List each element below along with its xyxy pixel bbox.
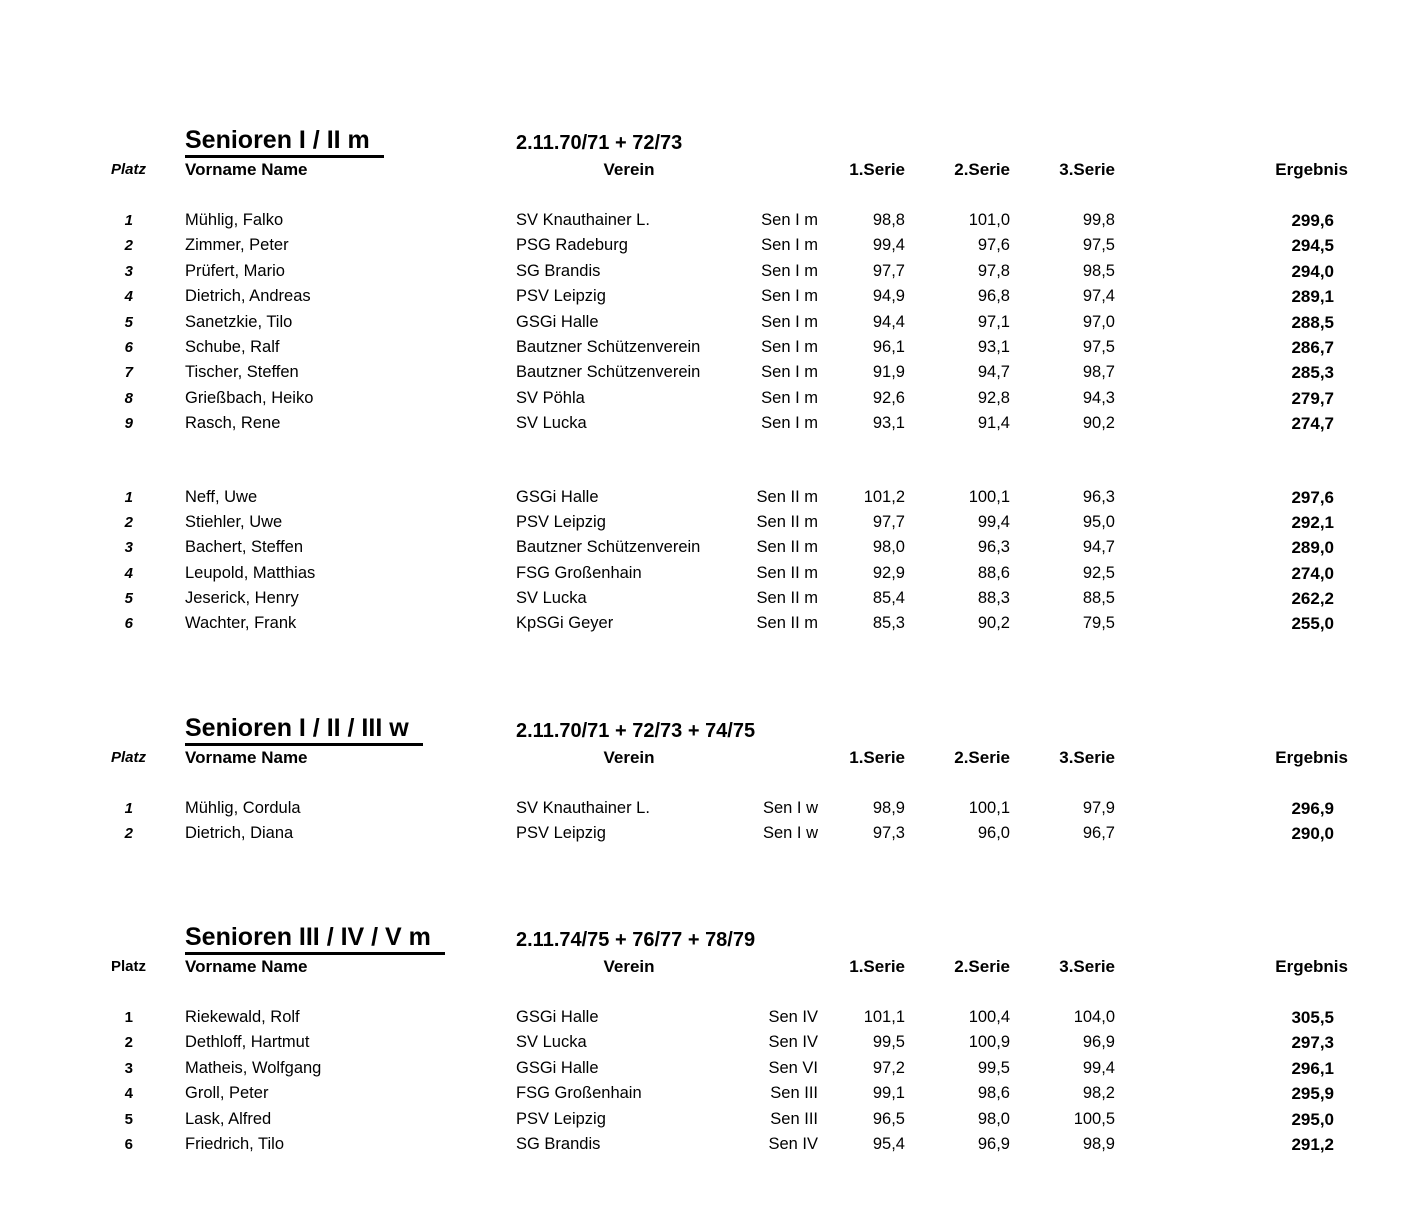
cell-ergebnis: 292,1: [1291, 512, 1334, 532]
cell-ergebnis: 295,9: [1291, 1084, 1334, 1104]
cell-klasse: Sen I m: [761, 388, 818, 407]
result-section: [0, 126, 1348, 634]
cell-serie2: 100,4: [968, 1008, 1010, 1026]
cell-platz: 4: [124, 288, 133, 306]
cell-ergebnis: 294,5: [1291, 236, 1334, 256]
cell-verein: GSGi Halle: [516, 1008, 599, 1026]
cell-serie2: 97,6: [977, 236, 1010, 255]
column-header-row: [0, 160, 1348, 180]
cell-verein: GSGi Halle: [516, 312, 599, 331]
cell-ergebnis: 299,6: [1291, 211, 1334, 230]
cell-serie2: 96,9: [977, 1134, 1010, 1153]
cell-serie2: 92,8: [977, 388, 1010, 407]
cell-serie2: 100,9: [968, 1033, 1010, 1052]
cell-serie3: 97,0: [1082, 312, 1115, 331]
cell-ergebnis: 279,7: [1291, 388, 1334, 408]
cell-klasse: Sen II m: [756, 589, 818, 608]
table-row: [0, 1030, 1348, 1055]
cell-serie1: 97,7: [872, 261, 905, 280]
result-block: [0, 208, 1348, 437]
column-header-platz: Platz: [110, 958, 146, 975]
cell-serie1: 93,1: [872, 414, 905, 433]
cell-klasse: Sen I m: [761, 211, 818, 229]
cell-serie3: 94,3: [1082, 388, 1115, 407]
cell-serie2: 101,0: [968, 211, 1010, 229]
cell-serie3: 98,5: [1082, 261, 1115, 280]
cell-klasse: Sen I m: [761, 414, 818, 433]
cell-name: Bachert, Steffen: [185, 538, 304, 557]
cell-platz: 2: [124, 825, 133, 843]
section-subtitle: 2.11.70/71 + 72/73 + 74/75: [516, 720, 756, 742]
cell-verein: SV Lucka: [516, 414, 587, 433]
cell-name: Dietrich, Andreas: [185, 287, 311, 306]
table-row: [0, 821, 1348, 846]
section-blocks: [0, 1005, 1348, 1157]
cell-serie3: 98,7: [1082, 363, 1115, 382]
column-header-klasse-spacer: [742, 160, 818, 180]
cell-serie2: 88,3: [977, 589, 1010, 608]
cell-ergebnis: 274,7: [1291, 414, 1334, 434]
cell-serie3: 97,9: [1082, 799, 1115, 817]
cell-ergebnis: 286,7: [1291, 337, 1334, 357]
cell-ergebnis: 305,5: [1291, 1008, 1334, 1027]
cell-serie1: 101,1: [863, 1008, 905, 1026]
cell-platz: 6: [124, 1135, 133, 1153]
cell-verein: PSV Leipzig: [516, 1109, 606, 1128]
table-row: [0, 611, 1348, 636]
section-header: [0, 128, 1348, 162]
column-header-name: Vorname Name: [185, 748, 308, 767]
table-row: [0, 335, 1348, 360]
cell-platz: 3: [124, 262, 133, 280]
cell-verein: PSV Leipzig: [516, 824, 606, 843]
cell-name: Prüfert, Mario: [185, 261, 285, 280]
cell-serie3: 97,4: [1082, 287, 1115, 306]
cell-klasse: Sen I m: [761, 261, 818, 280]
cell-verein: SV Pöhla: [516, 388, 585, 407]
cell-verein: GSGi Halle: [516, 487, 599, 506]
column-header-serie1: 1.Serie: [849, 957, 905, 976]
cell-name: Grießbach, Heiko: [185, 388, 314, 407]
cell-verein: PSG Radeburg: [516, 236, 628, 255]
cell-platz: 3: [124, 539, 133, 557]
cell-serie2: 97,1: [977, 312, 1010, 331]
cell-name: Tischer, Steffen: [185, 363, 299, 382]
cell-klasse: Sen I m: [761, 363, 818, 382]
cell-name: Friedrich, Tilo: [185, 1134, 285, 1153]
cell-serie3: 100,5: [1073, 1109, 1115, 1128]
cell-klasse: Sen I w: [762, 824, 818, 843]
column-header-serie1: 1.Serie: [849, 160, 905, 179]
cell-verein: PSV Leipzig: [516, 287, 606, 306]
cell-serie1: 98,9: [872, 799, 905, 817]
cell-ergebnis: 296,9: [1291, 799, 1334, 818]
cell-platz: 1: [124, 1009, 133, 1026]
result-section: [0, 714, 1348, 844]
cell-serie3: 96,7: [1082, 824, 1115, 843]
cell-klasse: Sen I m: [761, 287, 818, 306]
cell-klasse: Sen I m: [761, 337, 818, 356]
column-header-platz: Platz: [110, 161, 146, 178]
cell-serie3: 97,5: [1082, 236, 1115, 255]
cell-klasse: Sen II m: [756, 538, 818, 557]
cell-serie1: 99,1: [872, 1084, 905, 1103]
table-row: [0, 535, 1348, 560]
cell-verein: SG Brandis: [516, 261, 601, 280]
table-row: [0, 208, 1348, 233]
column-header-serie1: 1.Serie: [849, 748, 905, 767]
cell-serie1: 98,0: [872, 538, 905, 557]
section-blocks: [0, 796, 1348, 847]
cell-name: Leupold, Matthias: [185, 563, 316, 582]
cell-klasse: Sen III: [770, 1109, 818, 1128]
cell-ergebnis: 289,0: [1291, 538, 1334, 558]
cell-ergebnis: 288,5: [1291, 312, 1334, 332]
cell-serie2: 96,8: [977, 287, 1010, 306]
column-header-serie3: 3.Serie: [1059, 957, 1115, 976]
cell-name: Groll, Peter: [185, 1084, 269, 1103]
cell-klasse: Sen VI: [768, 1058, 818, 1077]
cell-serie1: 97,7: [872, 512, 905, 531]
table-row: [0, 510, 1348, 535]
cell-name: Neff, Uwe: [185, 487, 258, 506]
cell-platz: 5: [124, 1110, 133, 1128]
cell-ergebnis: 255,0: [1291, 614, 1334, 634]
cell-serie2: 96,0: [977, 824, 1010, 843]
cell-serie2: 91,4: [977, 414, 1010, 433]
cell-serie2: 99,4: [977, 512, 1010, 531]
cell-verein: GSGi Halle: [516, 1058, 599, 1077]
column-header-verein: Verein: [603, 748, 655, 767]
cell-verein: PSV Leipzig: [516, 512, 606, 531]
cell-serie1: 91,9: [872, 363, 905, 382]
table-row: [0, 259, 1348, 284]
cell-verein: FSG Großenhain: [516, 1084, 642, 1103]
cell-serie2: 97,8: [977, 261, 1010, 280]
column-header-klasse-spacer: [742, 957, 818, 977]
cell-platz: 2: [124, 1034, 133, 1052]
table-row: [0, 284, 1348, 309]
column-header-name: Vorname Name: [185, 160, 308, 179]
cell-serie3: 79,5: [1082, 614, 1115, 633]
column-header-verein: Verein: [603, 957, 655, 976]
cell-ergebnis: 291,2: [1291, 1134, 1334, 1154]
section-blocks: [0, 208, 1348, 637]
table-row: [0, 1132, 1348, 1157]
cell-name: Matheis, Wolfgang: [185, 1058, 322, 1077]
table-row: [0, 586, 1348, 611]
cell-serie1: 97,3: [872, 824, 905, 843]
cell-verein: FSG Großenhain: [516, 563, 642, 582]
column-header-platz: Platz: [110, 749, 146, 766]
column-header-serie3: 3.Serie: [1059, 748, 1115, 767]
cell-serie3: 104,0: [1073, 1008, 1115, 1026]
cell-klasse: Sen II m: [756, 487, 818, 506]
cell-serie3: 99,4: [1082, 1058, 1115, 1077]
cell-serie1: 99,4: [872, 236, 905, 255]
cell-serie3: 98,9: [1082, 1134, 1115, 1153]
cell-klasse: Sen I w: [762, 799, 818, 817]
cell-name: Sanetzkie, Tilo: [185, 312, 293, 331]
cell-serie1: 97,2: [872, 1058, 905, 1077]
table-row: [0, 796, 1348, 821]
cell-klasse: Sen I m: [761, 312, 818, 331]
cell-name: Wachter, Frank: [185, 614, 297, 633]
cell-klasse: Sen II m: [756, 563, 818, 582]
cell-verein: SV Knauthainer L.: [516, 211, 650, 229]
table-row: [0, 1005, 1348, 1030]
cell-ergebnis: 289,1: [1291, 287, 1334, 307]
cell-verein: Bautzner Schützenverein: [516, 337, 701, 356]
table-row: [0, 310, 1348, 335]
cell-verein: KpSGi Geyer: [516, 614, 614, 633]
cell-verein: SV Knauthainer L.: [516, 799, 650, 817]
result-block: [0, 485, 1348, 637]
cell-platz: 6: [124, 338, 133, 356]
cell-serie2: 99,5: [977, 1058, 1010, 1077]
cell-platz: 5: [124, 313, 133, 331]
column-header-name: Vorname Name: [185, 957, 308, 976]
section-subtitle: 2.11.70/71 + 72/73: [516, 132, 683, 154]
cell-platz: 4: [124, 564, 133, 582]
cell-name: Dietrich, Diana: [185, 824, 294, 843]
cell-platz: 9: [124, 415, 133, 433]
cell-name: Riekewald, Rolf: [185, 1008, 300, 1026]
table-row: [0, 1107, 1348, 1132]
cell-name: Stiehler, Uwe: [185, 512, 283, 531]
cell-serie1: 96,1: [872, 337, 905, 356]
result-section: [0, 923, 1348, 1154]
cell-klasse: Sen II m: [756, 512, 818, 531]
cell-serie3: 98,2: [1082, 1084, 1115, 1103]
column-header-row: [0, 957, 1348, 977]
section-title: Senioren III / IV / V m: [185, 923, 445, 955]
table-row: [0, 485, 1348, 510]
cell-serie3: 94,7: [1082, 538, 1115, 557]
cell-serie1: 99,5: [872, 1033, 905, 1052]
cell-klasse: Sen III: [770, 1084, 818, 1103]
cell-serie2: 93,1: [977, 337, 1010, 356]
table-row: [0, 233, 1348, 258]
result-block: [0, 796, 1348, 847]
section-subtitle: 2.11.74/75 + 76/77 + 78/79: [516, 929, 756, 951]
table-row: [0, 411, 1348, 436]
column-header-serie2: 2.Serie: [954, 160, 1010, 179]
cell-serie2: 98,0: [977, 1109, 1010, 1128]
table-row: [0, 386, 1348, 411]
cell-name: Zimmer, Peter: [185, 236, 289, 255]
column-header-klasse-spacer: [742, 748, 818, 768]
cell-verein: SG Brandis: [516, 1134, 601, 1153]
section-header: [0, 925, 1348, 959]
result-block: [0, 1005, 1348, 1157]
cell-serie3: 96,3: [1082, 487, 1115, 506]
cell-serie3: 99,8: [1082, 211, 1115, 229]
table-row: [0, 360, 1348, 385]
cell-serie3: 88,5: [1082, 589, 1115, 608]
cell-serie2: 98,6: [977, 1084, 1010, 1103]
cell-verein: SV Lucka: [516, 1033, 587, 1052]
cell-klasse: Sen II m: [756, 614, 818, 633]
cell-serie1: 85,3: [872, 614, 905, 633]
cell-serie1: 92,6: [872, 388, 905, 407]
cell-serie2: 88,6: [977, 563, 1010, 582]
section-title: Senioren I / II m: [185, 126, 384, 158]
section-header: [0, 716, 1348, 750]
cell-serie3: 92,5: [1082, 563, 1115, 582]
cell-name: Mühlig, Cordula: [185, 799, 301, 817]
cell-serie1: 92,9: [872, 563, 905, 582]
cell-serie2: 100,1: [968, 487, 1010, 506]
cell-ergebnis: 285,3: [1291, 363, 1334, 383]
cell-name: Lask, Alfred: [185, 1109, 272, 1128]
cell-name: Rasch, Rene: [185, 414, 281, 433]
cell-serie1: 85,4: [872, 589, 905, 608]
cell-serie1: 95,4: [872, 1134, 905, 1153]
cell-serie1: 94,9: [872, 287, 905, 306]
cell-ergebnis: 297,3: [1291, 1033, 1334, 1053]
cell-verein: Bautzner Schützenverein: [516, 363, 701, 382]
column-header-verein: Verein: [603, 160, 655, 179]
cell-serie1: 94,4: [872, 312, 905, 331]
cell-serie1: 96,5: [872, 1109, 905, 1128]
cell-ergebnis: 290,0: [1291, 824, 1334, 844]
cell-klasse: Sen I m: [761, 236, 818, 255]
column-header-ergebnis: Ergebnis: [1275, 748, 1348, 767]
column-header-ergebnis: Ergebnis: [1275, 160, 1348, 179]
column-header-serie2: 2.Serie: [954, 957, 1010, 976]
cell-platz: 5: [124, 590, 133, 608]
cell-serie1: 98,8: [872, 211, 905, 229]
cell-platz: 6: [124, 615, 133, 633]
table-row: [0, 1056, 1348, 1081]
table-row: [0, 561, 1348, 586]
cell-serie2: 100,1: [968, 799, 1010, 817]
cell-serie3: 90,2: [1082, 414, 1115, 433]
cell-serie2: 94,7: [977, 363, 1010, 382]
cell-klasse: Sen IV: [768, 1033, 818, 1052]
section-title: Senioren I / II / III w: [185, 714, 423, 746]
cell-name: Mühlig, Falko: [185, 211, 284, 229]
cell-ergebnis: 274,0: [1291, 563, 1334, 583]
cell-klasse: Sen IV: [768, 1134, 818, 1153]
cell-ergebnis: 294,0: [1291, 261, 1334, 281]
cell-serie1: 101,2: [863, 487, 905, 506]
cell-ergebnis: 297,6: [1291, 487, 1334, 507]
cell-verein: SV Lucka: [516, 589, 587, 608]
cell-serie2: 96,3: [977, 538, 1010, 557]
cell-serie3: 97,5: [1082, 337, 1115, 356]
cell-platz: 8: [124, 389, 133, 407]
cell-platz: 7: [124, 364, 133, 382]
cell-serie3: 96,9: [1082, 1033, 1115, 1052]
cell-platz: 2: [124, 237, 133, 255]
cell-platz: 2: [124, 513, 133, 531]
table-row: [0, 1081, 1348, 1106]
column-header-ergebnis: Ergebnis: [1275, 957, 1348, 976]
cell-serie3: 95,0: [1082, 512, 1115, 531]
column-header-serie3: 3.Serie: [1059, 160, 1115, 179]
cell-platz: 1: [124, 212, 133, 229]
cell-platz: 3: [124, 1059, 133, 1077]
cell-ergebnis: 295,0: [1291, 1109, 1334, 1129]
cell-platz: 1: [124, 488, 133, 506]
column-header-serie2: 2.Serie: [954, 748, 1010, 767]
cell-name: Schube, Ralf: [185, 337, 280, 356]
cell-ergebnis: 296,1: [1291, 1058, 1334, 1078]
cell-platz: 4: [124, 1085, 133, 1103]
column-header-row: [0, 748, 1348, 768]
cell-verein: Bautzner Schützenverein: [516, 538, 701, 557]
cell-name: Dethloff, Hartmut: [185, 1033, 310, 1052]
cell-platz: 1: [124, 800, 133, 817]
cell-klasse: Sen IV: [768, 1008, 818, 1026]
cell-name: Jeserick, Henry: [185, 589, 299, 608]
cell-ergebnis: 262,2: [1291, 589, 1334, 609]
cell-serie2: 90,2: [977, 614, 1010, 633]
